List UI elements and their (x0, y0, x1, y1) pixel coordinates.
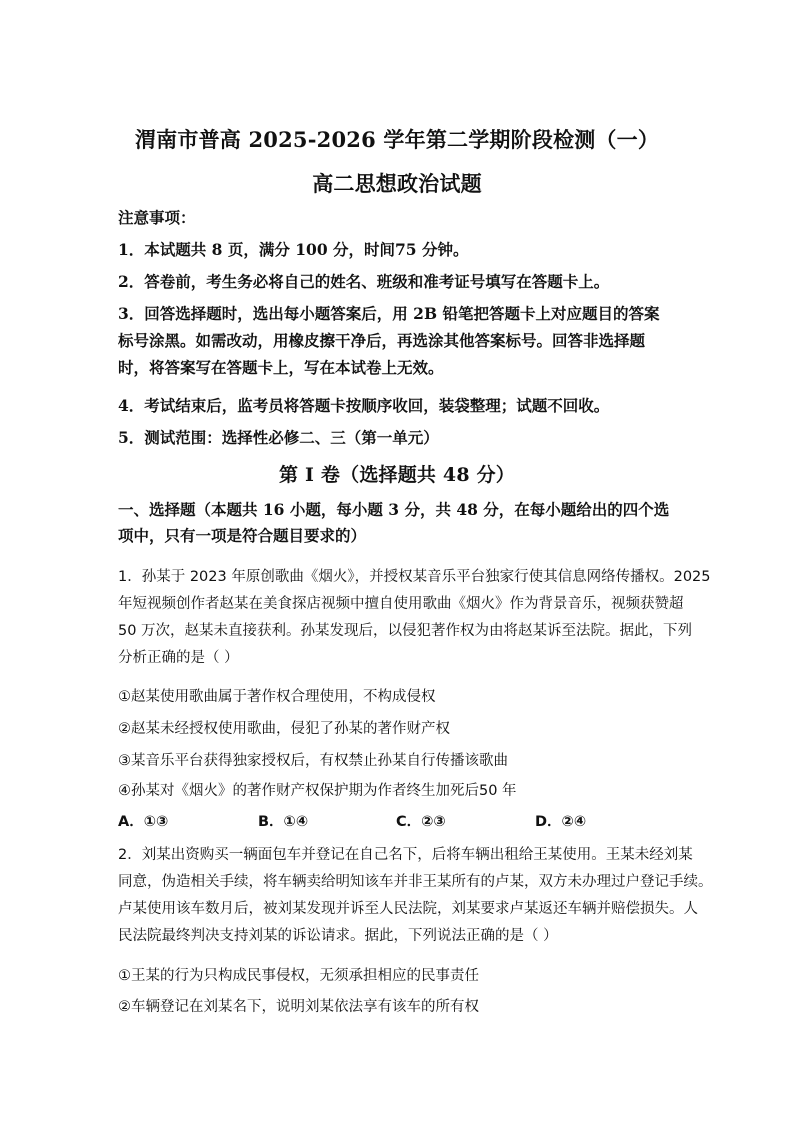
notice-item: 4．考试结束后，监考员将答题卡按顺序收回，装袋整理；试题不回收。 (118, 396, 610, 415)
question-1-option-d: D．②④ (535, 814, 587, 830)
exam-subtitle: 高二思想政治试题 (312, 171, 482, 196)
question-1-option-c: C．②③ (396, 814, 446, 830)
exam-title: 渭南市普高 2025-2026 学年第二学期阶段检测（一） (134, 127, 660, 152)
notice-item: 1．本试题共 8 页，满分 100 分，时间75 分钟。 (118, 240, 469, 259)
question-1-option-b: B．①④ (258, 814, 309, 830)
notice-item: 3．回答选择题时，选出每小题答案后，用 2B 铅笔把答题卡上对应题目的答案 (118, 304, 660, 323)
question-1-stem: 分析正确的是（ ） (118, 650, 239, 666)
question-2-statement: ②车辆登记在刘某名下，说明刘某依法享有该车的所有权 (118, 999, 479, 1015)
question-1-statement: ③某音乐平台获得独家授权后，有权禁止孙某自行传播该歌曲 (118, 753, 508, 769)
question-1-stem: 年短视频创作者赵某在美食探店视频中擅自使用歌曲《烟火》作为背景音乐，视频获赞超 (118, 596, 684, 612)
question-1-statement: ②赵某未经授权使用歌曲，侵犯了孙某的著作财产权 (118, 721, 450, 737)
notice-item: 标号涂黑。如需改动，用橡皮擦干净后，再选涂其他答案标号。回答非选择题 (118, 331, 646, 350)
question-1-option-a: A．①③ (118, 814, 169, 830)
question-2-stem: 2．刘某出资购买一辆面包车并登记在自己名下，后将车辆出租给王某使用。王某未经刘某 (118, 847, 693, 863)
question-1-stem: 50 万次，赵某未直接获利。孙某发现后，以侵犯著作权为由将赵某诉至法院。据此，下列 (118, 623, 693, 639)
question-1-stem: 1．孙某于 2023 年原创歌曲《烟火》，并授权某音乐平台独家行使其信息网络传播权。2025 (118, 569, 711, 585)
notice-heading: 注意事项： (118, 208, 196, 227)
notice-item: 2．答卷前，考生务必将自己的姓名、班级和准考证号填写在答题卡上。 (118, 272, 610, 291)
question-2-stem: 卢某使用该车数月后，被刘某发现并诉至人民法院，刘某要求卢某返还车辆并赔偿损失。人 (118, 901, 698, 917)
notice-item: 时，将答案写在答题卡上，写在本试卷上无效。 (118, 358, 444, 377)
question-2-stem: 民法院最终判决支持刘某的诉讼请求。据此，下列说法正确的是（ ） (118, 928, 558, 944)
question-1-statement: ①赵某使用歌曲属于著作权合理使用，不构成侵权 (118, 689, 436, 705)
section-instructions: 项中，只有一项是符合题目要求的） (118, 526, 367, 545)
section-instructions: 一、选择题（本题共 16 小题，每小题 3 分，共 48 分，在每小题给出的四个选 (118, 500, 670, 519)
section-title: 第 I 卷（选择题共 48 分） (279, 464, 515, 486)
question-1-statement: ④孙某对《烟火》的著作财产权保护期为作者终生加死后50 年 (118, 783, 517, 799)
question-2-statement: ①王某的行为只构成民事侵权，无须承担相应的民事责任 (118, 968, 479, 984)
question-2-stem: 同意，伪造相关手续，将车辆卖给明知该车并非王某所有的卢某，双方未办理过户登记手续。 (118, 874, 713, 890)
notice-item: 5．测试范围：选择性必修二、三（第一单元） (118, 428, 439, 447)
